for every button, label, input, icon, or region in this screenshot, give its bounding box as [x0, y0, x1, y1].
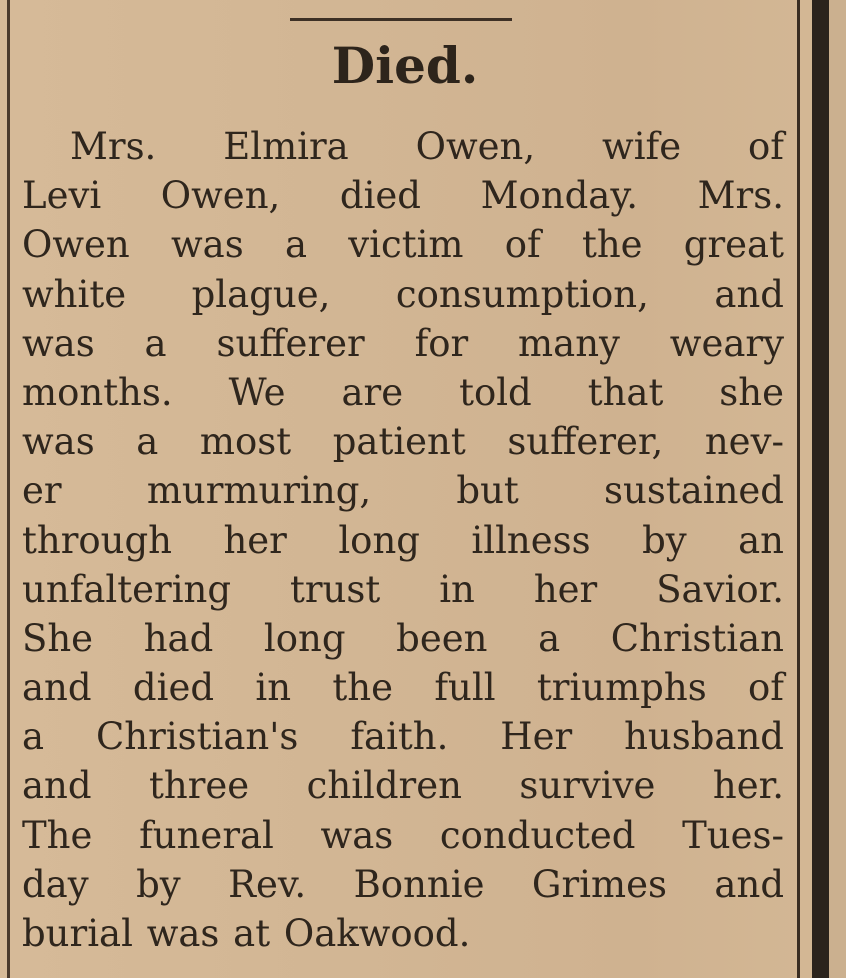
adjacent-column-strip: [829, 0, 846, 978]
article-line: er murmuring, but sustained: [22, 469, 784, 513]
article-line: Owen was a victim of the great: [22, 223, 784, 267]
heading-rule: [290, 18, 512, 21]
article-line: white plague, consumption, and: [22, 272, 784, 316]
article-line: Mrs. Elmira Owen, wife of: [70, 125, 784, 168]
article-line: The funeral was conducted Tues-: [22, 813, 784, 857]
article-body: [22, 122, 784, 958]
article-line: was a most patient sufferer, nev-: [22, 420, 784, 464]
article-line: and died in the full triumphs of: [22, 666, 784, 710]
article-line: and three children survive her.: [22, 764, 784, 808]
left-column-rule: [7, 0, 10, 978]
article-line: a Christian's faith. Her husband: [22, 715, 784, 759]
article-line: months. We are told that she: [22, 370, 784, 414]
article-line: was a sufferer for many weary: [22, 321, 784, 365]
article-line: She had long been a Christian: [22, 616, 784, 660]
right-column-rule: [797, 0, 800, 978]
article-line: through her long illness by an: [22, 518, 784, 562]
article-heading: Died.: [331, 36, 479, 95]
article-line: burial was at Oakwood.: [22, 912, 471, 955]
article-line: unfaltering trust in her Savior.: [22, 567, 784, 611]
article-line: Levi Owen, died Monday. Mrs.: [22, 174, 784, 218]
article-line: day by Rev. Bonnie Grimes and: [22, 862, 784, 906]
right-column-bar: [812, 0, 829, 978]
